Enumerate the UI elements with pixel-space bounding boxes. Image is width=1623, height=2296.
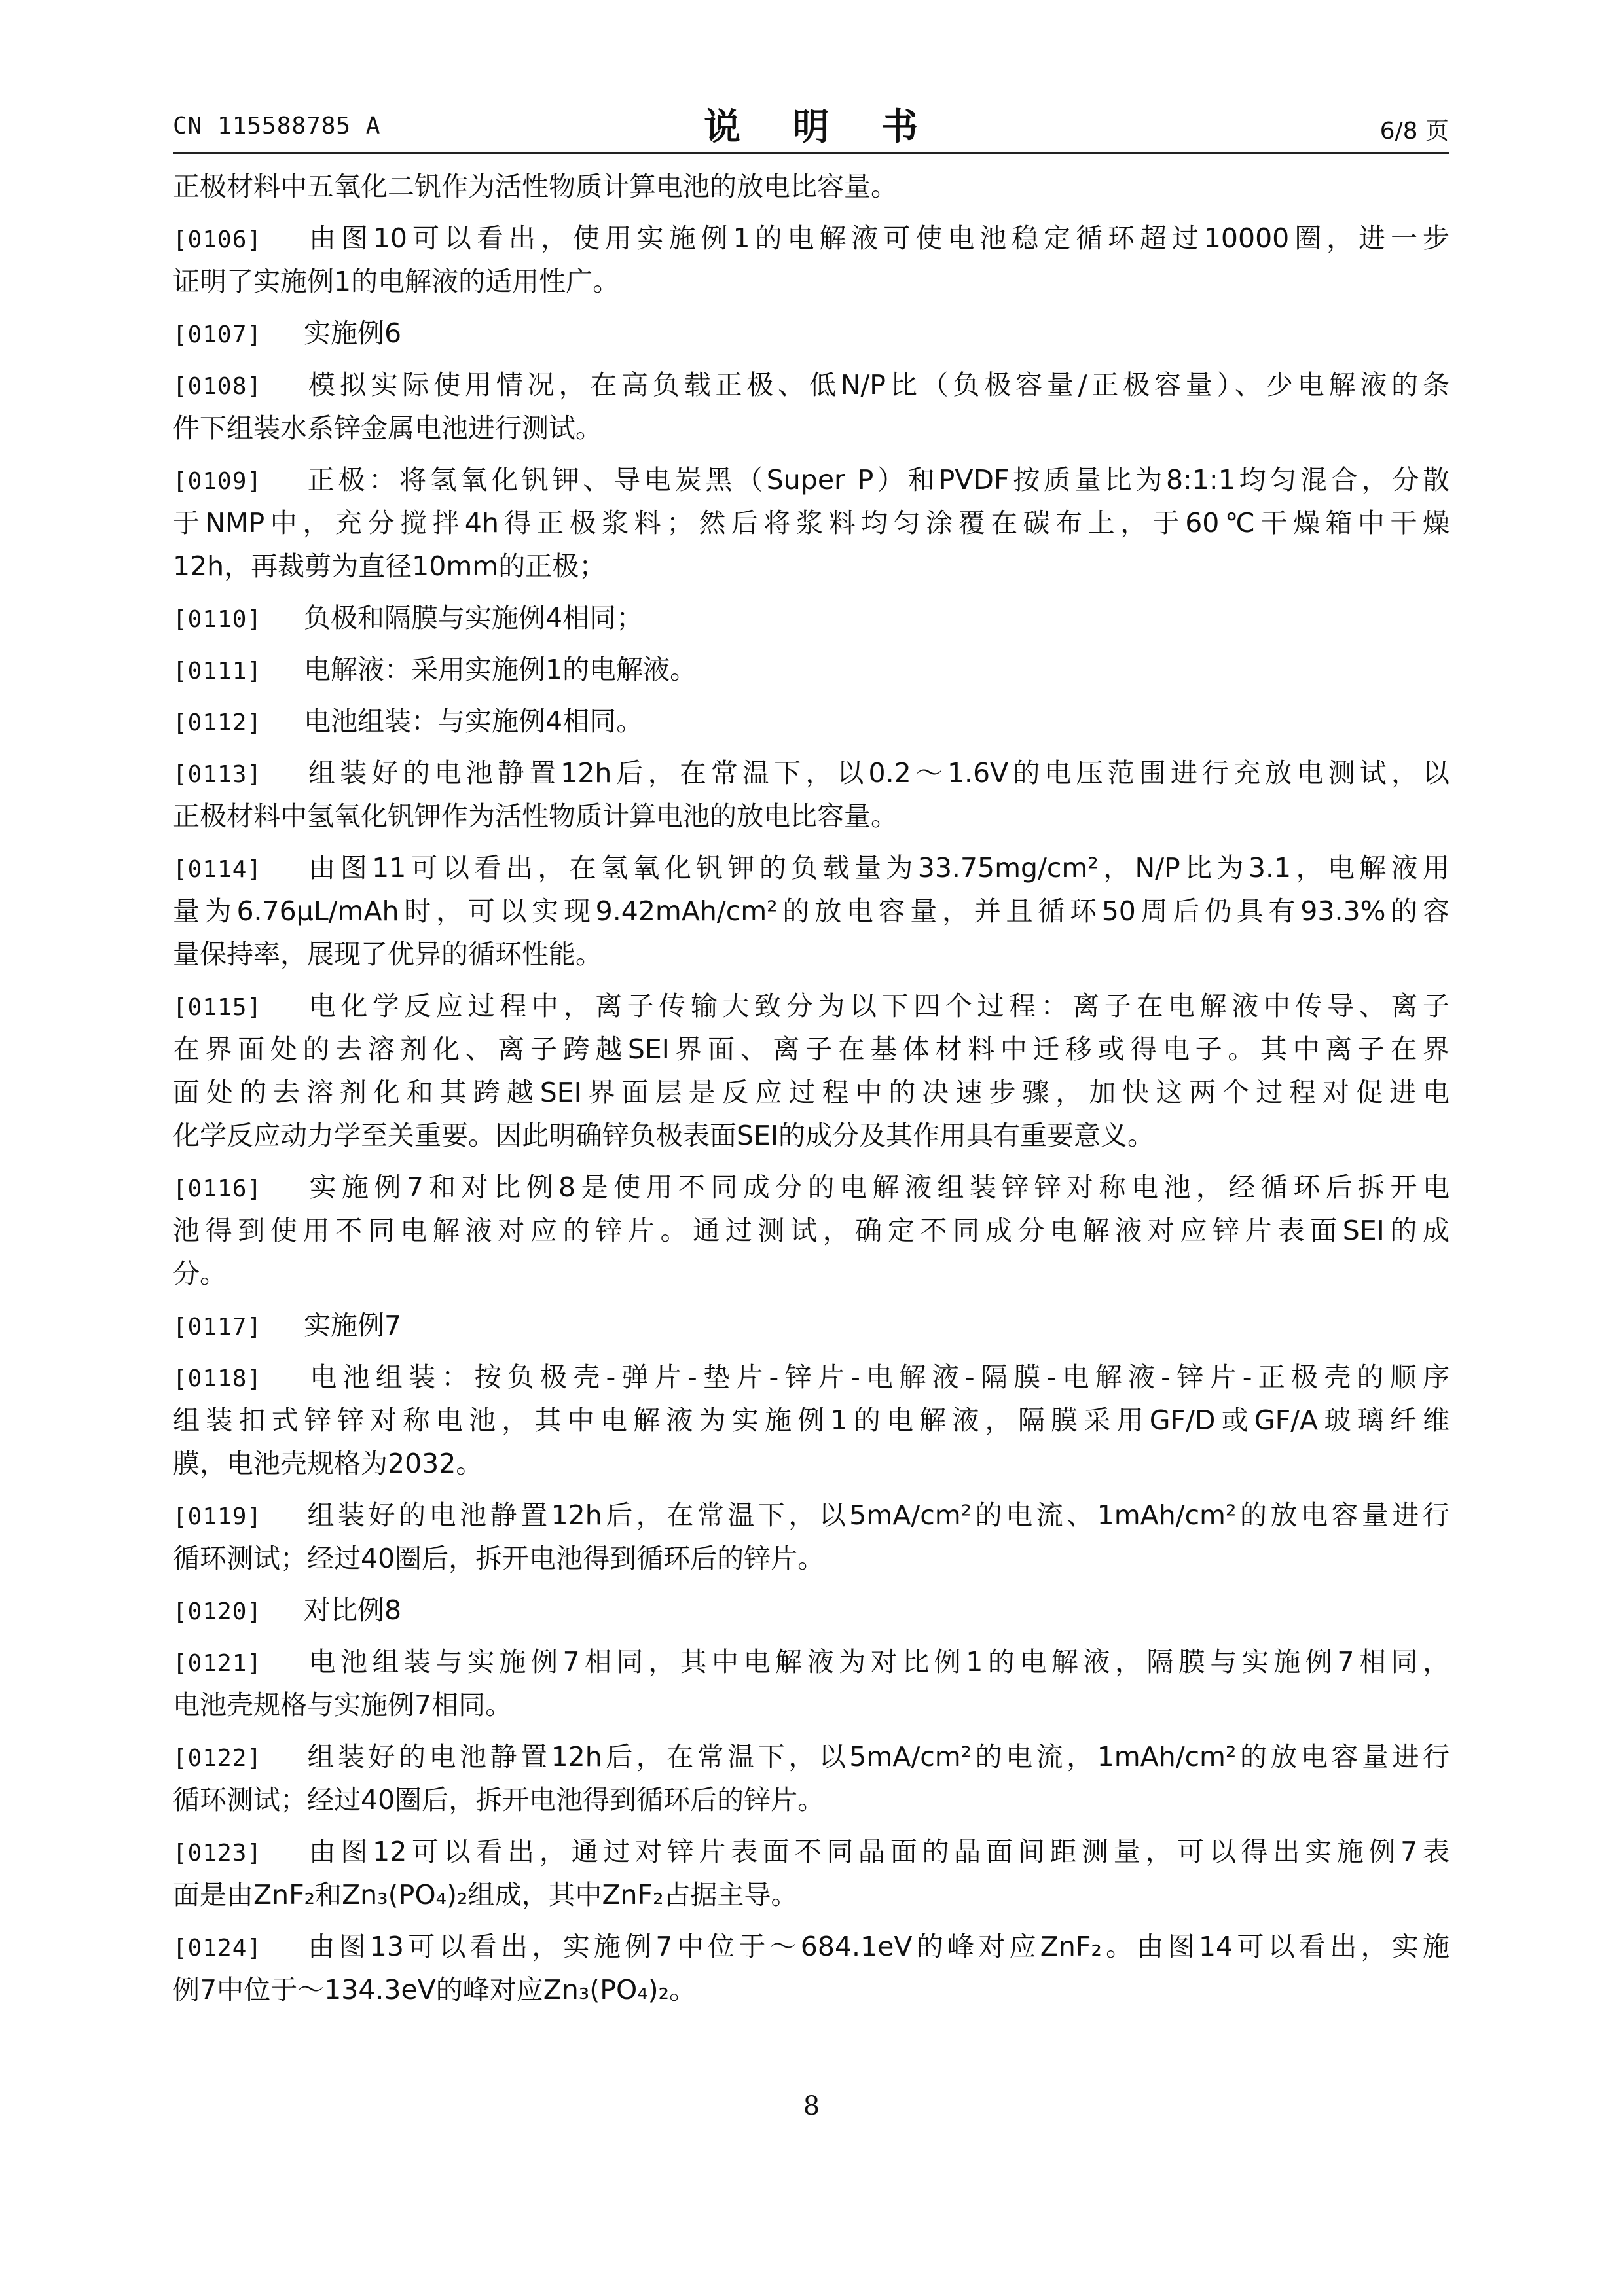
paragraph-line [173, 1252, 1450, 1295]
paragraph-line [173, 1683, 1450, 1727]
paragraph-text: 模拟实际使用情况，在高负载正极、低N/P比（负极容量/正极容量）、少电解液的条 [304, 369, 1450, 401]
paragraph-line [173, 984, 1450, 1028]
paragraph-text: 组装好的电池静置12h后，在常温下，以0.2～1.6V的电压范围进行充放电测试，以 [304, 757, 1450, 789]
paragraph-text: 分。 [173, 1258, 227, 1289]
paragraph-line [173, 1166, 1450, 1209]
paragraph-number: [0112] [173, 709, 263, 736]
paragraph-text: 量为6.76μL/mAh时，可以实现9.42mAh/cm²的放电容量，并且循环50周后仍具有93.3%的容 [173, 895, 1450, 927]
paragraph-line [173, 217, 1450, 260]
paragraph-line [173, 545, 1450, 588]
paragraph-text: 电池组装与实施例7相同，其中电解液为对比例1的电解液，隔膜与实施例7相同， [304, 1646, 1450, 1677]
paragraph-text: 由图12可以看出，通过对锌片表面不同晶面的晶面间距测量，可以得出实施例7表 [304, 1836, 1450, 1867]
paragraph-line [173, 1537, 1450, 1580]
paragraph-number: [0120] [173, 1598, 263, 1625]
page-header [173, 98, 1449, 151]
paragraph-line [173, 1778, 1450, 1821]
paragraph-line [173, 1114, 1450, 1157]
paragraph-text: 正极材料中氢氧化钒钾作为活性物质计算电池的放电比容量。 [173, 800, 898, 832]
paragraph-text: 组装好的电池静置12h后，在常温下，以5mA/cm²的电流，1mAh/cm²的放电容量进行 [304, 1741, 1450, 1772]
paragraph-number: [0122] [173, 1745, 263, 1772]
paragraph-line [173, 648, 1450, 691]
paragraph-line [173, 1355, 1450, 1399]
paragraph-line [173, 501, 1450, 545]
paragraph-number: [0106] [173, 226, 263, 253]
paragraph-text: 化学反应动力学至关重要。因此明确锌负极表面SEI的成分及其作用具有重要意义。 [173, 1120, 1155, 1151]
paragraph-text: 由图11可以看出，在氢氧化钒钾的负载量为33.75mg/cm²，N/P比为3.1，电解液用 [304, 852, 1450, 884]
paragraph-text: 实施例7和对比例8是使用不同成分的电解液组装锌锌对称电池，经循环后拆开电 [304, 1172, 1450, 1203]
paragraph-text: 膜，电池壳规格为2032。 [173, 1448, 483, 1479]
paragraph-text: 例7中位于～134.3eV的峰对应Zn₃(PO₄)₂。 [173, 1974, 697, 2005]
paragraph-number: [0121] [173, 1650, 263, 1677]
paragraph-line [173, 846, 1450, 889]
paragraph-line [173, 1588, 1450, 1632]
paragraph-line [173, 458, 1450, 501]
paragraph-text: 负极和隔膜与实施例4相同； [304, 602, 644, 634]
paragraph-text: 于NMP中，充分搅拌4h得正极浆料；然后将浆料均匀涂覆在碳布上，于60℃干燥箱中干燥 [173, 507, 1450, 539]
paragraph-text: 件下组装水系锌金属电池进行测试。 [173, 412, 602, 444]
paragraph-line [173, 165, 1450, 208]
paragraph-number: [0124] [173, 1935, 263, 1962]
paragraph-line [173, 1640, 1450, 1683]
paragraph-number: [0117] [173, 1314, 263, 1340]
paragraph-number: [0119] [173, 1503, 263, 1530]
paragraph-text: 对比例8 [304, 1594, 402, 1626]
paragraph-line [173, 751, 1450, 795]
paragraph-line [173, 1494, 1450, 1537]
paragraph-text: 面处的去溶剂化和其跨越SEI界面层是反应过程中的决速步骤，加快这两个过程对促进电 [173, 1077, 1450, 1108]
paragraph-text: 量保持率，展现了优异的循环性能。 [173, 939, 602, 970]
paragraph-text: 证明了实施例1的电解液的适用性广。 [173, 266, 620, 297]
paragraph-text: 电池组装：按负极壳-弹片-垫片-锌片-电解液-隔膜-电解液-锌片-正极壳的顺序 [304, 1361, 1450, 1393]
paragraph-line [173, 1209, 1450, 1252]
paragraph-text: 电池组装：与实施例4相同。 [304, 706, 644, 737]
paragraph-line [173, 1028, 1450, 1071]
paragraph-line [173, 1968, 1450, 2011]
paragraph-number: [0115] [173, 994, 263, 1021]
document-body [173, 165, 1450, 2011]
paragraph-line [173, 795, 1450, 838]
paragraph-line [173, 700, 1450, 743]
paragraph-line [173, 1399, 1450, 1442]
paragraph-text: 循环测试；经过40圈后，拆开电池得到循环后的锌片。 [173, 1784, 825, 1816]
paragraph-text: 循环测试；经过40圈后，拆开电池得到循环后的锌片。 [173, 1543, 825, 1574]
paragraph-text: 池得到使用不同电解液对应的锌片。通过测试，确定不同成分电解液对应锌片表面SEI的成 [173, 1215, 1450, 1246]
paragraph-line [173, 1830, 1450, 1873]
paragraph-line [173, 889, 1450, 933]
paragraph-text: 电化学反应过程中，离子传输大致分为以下四个过程：离子在电解液中传导、离子 [304, 990, 1450, 1022]
paragraph-line [173, 1925, 1450, 1968]
paragraph-text: 组装好的电池静置12h后，在常温下，以5mA/cm²的电流、1mAh/cm²的放电容量进行 [304, 1499, 1450, 1531]
paragraph-text: 由图10可以看出，使用实施例1的电解液可使电池稳定循环超过10000圈，进一步 [304, 223, 1450, 254]
paragraph-line [173, 596, 1450, 639]
paragraph-number: [0123] [173, 1840, 263, 1867]
paragraph-line [173, 406, 1450, 450]
paragraph-line [173, 363, 1450, 406]
page-indicator: 6/8 页 [1379, 118, 1449, 145]
paragraph-line [173, 260, 1450, 303]
paragraph-text: 组装扣式锌锌对称电池，其中电解液为实施例1的电解液，隔膜采用GF/D或GF/A玻璃纤维 [173, 1405, 1450, 1436]
paragraph-number: [0113] [173, 761, 263, 788]
paragraph-text: 12h，再裁剪为直径10mm的正极； [173, 550, 606, 582]
paragraph-line [173, 1442, 1450, 1485]
paragraph-line [173, 1304, 1450, 1347]
paragraph-line [173, 1071, 1450, 1114]
paragraph-text: 由图13可以看出，实施例7中位于～684.1eV的峰对应ZnF₂。由图14可以看出，实施 [304, 1931, 1450, 1962]
paragraph-number: [0114] [173, 856, 263, 883]
paragraph-text: 实施例7 [304, 1310, 402, 1341]
paragraph-text: 正极：将氢氧化钒钾、导电炭黑（Super P）和PVDF按质量比为8:1:1均匀混合，分散 [304, 464, 1450, 495]
patent-number: CN 115588785 A [173, 113, 381, 139]
paragraph-line [173, 312, 1450, 355]
paragraph-text: 电池壳规格与实施例7相同。 [173, 1689, 513, 1721]
paragraph-number: [0116] [173, 1175, 263, 1202]
document-title: 说 明 书 [704, 106, 938, 149]
paragraph-line [173, 933, 1450, 976]
paragraph-text: 电解液：采用实施例1的电解液。 [304, 654, 697, 685]
paragraph-text: 在界面处的去溶剂化、离子跨越SEI界面、离子在基体材料中迁移或得电子。其中离子在界 [173, 1033, 1450, 1065]
paragraph-text: 正极材料中五氧化二钒作为活性物质计算电池的放电比容量。 [173, 171, 898, 202]
paragraph-text: 面是由ZnF₂和Zn₃(PO₄)₂组成，其中ZnF₂占据主导。 [173, 1879, 798, 1910]
paragraph-number: [0109] [173, 468, 263, 495]
paragraph-line [173, 1735, 1450, 1778]
page-number: 8 [803, 2091, 820, 2121]
paragraph-number: [0118] [173, 1365, 263, 1392]
paragraph-line [173, 1873, 1450, 1916]
paragraph-number: [0108] [173, 373, 263, 400]
paragraph-number: [0107] [173, 321, 263, 348]
paragraph-text: 实施例6 [304, 317, 402, 349]
paragraph-number: [0111] [173, 658, 263, 685]
header-divider [173, 152, 1449, 154]
paragraph-number: [0110] [173, 606, 263, 633]
